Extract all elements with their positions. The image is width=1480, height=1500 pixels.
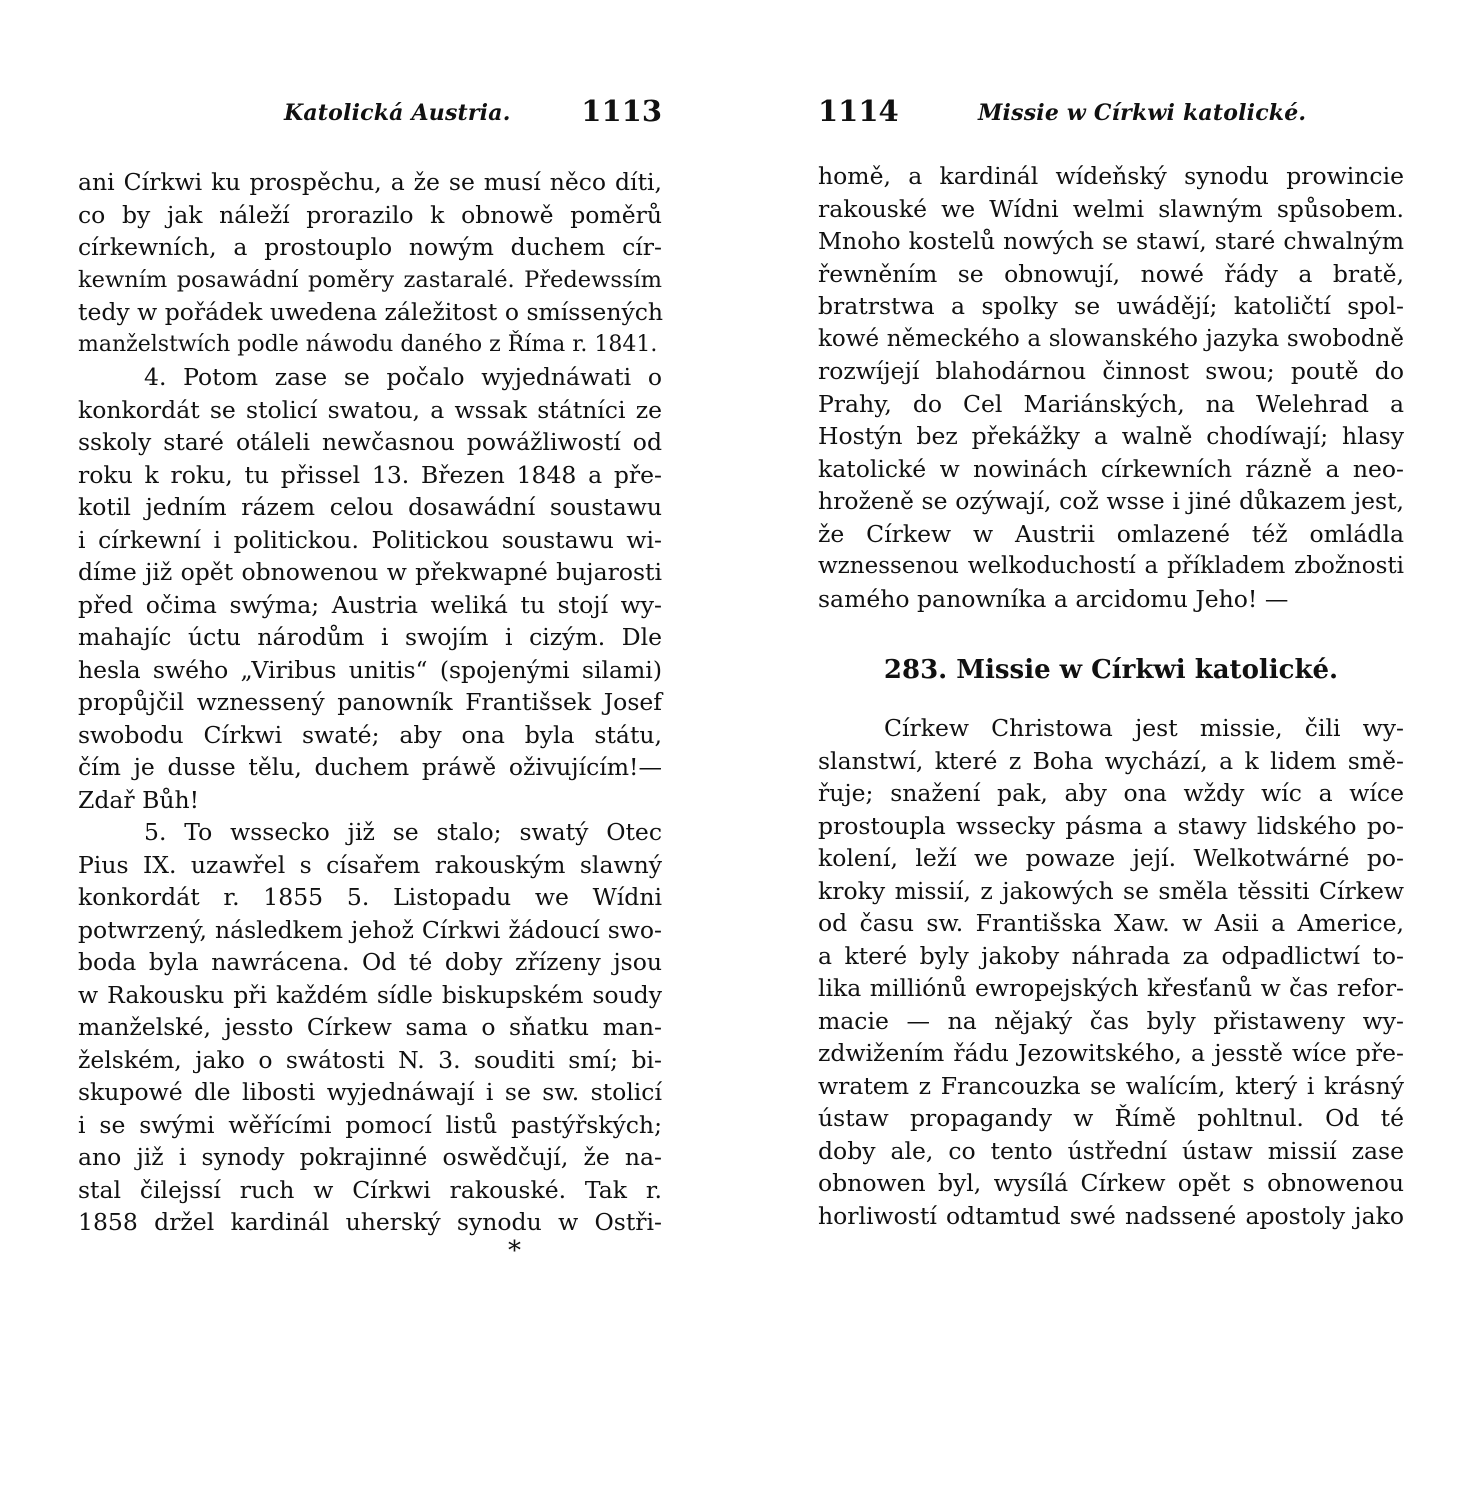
text-line: co by jak náleží prorazilo k obnowě poměrů <box>78 200 662 229</box>
text-line: Zdař Bůh! <box>78 785 200 814</box>
text-line: řuje; snažení pak, aby ona wždy wíc a wíce <box>818 779 1404 807</box>
text-line: doby ale, co tento ústřední ústaw missií zase <box>818 1136 1404 1165</box>
paragraph-start-line: Církew Christowa jest missie, čili wy- <box>884 714 1404 742</box>
text-line: řewněním se obnowují, nowé řády a bratě, <box>818 259 1404 288</box>
text-line: díme již opět obnowenou w překwapné bujarosti <box>78 558 662 586</box>
text-line: ústaw propagandy w Římě pohltnul. Od té <box>818 1104 1404 1132</box>
right-running-head <box>818 94 1404 134</box>
text-line: potwrzený, následkem jehož Církwi žádoucí swo- <box>78 915 662 944</box>
text-line: hesla swého „Viribus unitis“ (spojenými silami) <box>78 655 662 684</box>
paragraph-start-line: 5. To wssecko již se stalo; swatý Otec <box>144 818 662 846</box>
text-line: homě, a kardinál wídeňský synodu prowincie <box>818 162 1404 190</box>
text-line: že Církew w Austrii omlazené též omládla <box>818 519 1404 548</box>
text-line: obnowen byl, wysílá Církew opět s obnowenou <box>818 1169 1404 1197</box>
text-line: církewních, a prostouplo nowým duchem cír- <box>78 233 662 261</box>
text-line: mahajíc úctu národům i swojím i cizým. Dle <box>78 623 662 651</box>
right-text-block-top <box>818 160 1404 615</box>
left-running-head <box>78 94 662 134</box>
left-text-block <box>78 166 662 1239</box>
left-running-title: Katolická Austria. <box>284 100 511 126</box>
right-running-title: Missie w Církwi katolické. <box>978 100 1307 126</box>
text-line: konkordát se stolicí swatou, a wssak státníci ze <box>78 395 662 424</box>
text-line: kotil jedním rázem celou dosawádní soustawu <box>78 493 662 521</box>
text-line: lika milliónů ewropejských křesťanů w čas refor- <box>818 974 1404 1002</box>
text-line: sskoly staré otáleli newčasnou powážliwostí od <box>78 428 662 456</box>
text-line: boda byla nawrácena. Od té doby zřízeny jsou <box>78 948 662 976</box>
text-line: tedy w pořádek uwedena záležitost o smíssených <box>78 298 664 326</box>
text-line: stal čilejssí ruch w Církwi rakouské. Tak r. <box>78 1175 662 1204</box>
left-page <box>78 0 662 1500</box>
text-line: i se swými wěřícími pomocí listů pastýřských; <box>78 1110 662 1139</box>
text-line: propůjčil wznessený panowník Františsek Josef <box>78 688 662 716</box>
text-line: želském, jako o swátosti N. 3. souditi smí; bi- <box>78 1045 662 1074</box>
text-line: ani Církwi ku prospěchu, a že se musí něco díti, <box>78 168 662 196</box>
text-line: bratrstwa a spolky se uwádějí; katoličtí spol- <box>818 292 1404 320</box>
right-page-number: 1114 <box>818 94 899 128</box>
text-line: Prahy, do Cel Mariánských, na Welehrad a <box>818 389 1404 418</box>
text-line: horliwostí odtamtud swé nadssené apostoly jako <box>818 1201 1404 1230</box>
text-line: rozwíjejí blahodárnou činnost swou; poutě do <box>818 357 1404 385</box>
text-line: wratem z Francouzka se walícím, který i krásný <box>818 1071 1404 1100</box>
text-line: manželské, jessto Církew sama o sňatku man- <box>78 1013 662 1041</box>
text-line: slanstwí, které z Boha wychází, a k lidem smě- <box>818 746 1404 775</box>
text-line: swobodu Církwi swaté; aby ona byla státu, <box>78 720 662 749</box>
text-line: konkordát r. 1855 5. Listopadu we Wídni <box>78 883 662 911</box>
text-line: manželstwích podle náwodu daného z Říma r. 1841. <box>78 331 658 357</box>
text-line: skupowé dle libosti wyjednáwají i se sw. stolicí <box>78 1078 662 1106</box>
text-line: zdwižením řádu Jezowitského, a jesstě wíce pře- <box>818 1039 1404 1067</box>
text-line: i církewní i politickou. Politickou soustawu wi- <box>78 525 662 554</box>
right-text-block-body <box>818 712 1404 1232</box>
text-line: kowé německého a slowanského jazyka swobodně <box>818 325 1404 352</box>
text-line: a které byly jakoby náhrada za odpadlictwí to- <box>818 941 1404 970</box>
text-line: roku k roku, tu přissel 13. Březen 1848 a pře- <box>78 460 662 489</box>
text-line: kolení, leží we powaze její. Welkotwárné po- <box>818 844 1404 872</box>
signature-mark: * <box>508 1236 521 1266</box>
text-line: hroženě se ozýwají, což wsse i jiné důkazem jest, <box>818 487 1404 515</box>
left-page-number: 1113 <box>581 94 662 128</box>
text-line: Hostýn bez překážky a walně chodíwají; hlasy <box>818 422 1404 450</box>
text-line: rakouské we Wídni welmi slawným spůsobem. <box>818 194 1404 223</box>
text-line: Pius IX. uzawřel s císařem rakouským slawný <box>78 850 662 879</box>
text-line: samého panowníka a arcidomu Jeho! — <box>818 584 1289 613</box>
text-line: prostoupla wssecky pásma a stawy lidského po- <box>818 811 1404 840</box>
text-line: macie — na nějaký čas byly přistaweny wy- <box>818 1006 1404 1035</box>
section-heading: 283. Missie w Církwi katolické. <box>883 655 1339 685</box>
text-line: kroky missií, z jakowých se směla těssiti Církew <box>818 876 1404 905</box>
text-line: w Rakousku při každém sídle biskupském soudy <box>78 980 662 1009</box>
text-line: ano již i synody pokrajinné oswědčují, že na- <box>78 1143 662 1171</box>
text-line: čím je dusse tělu, duchem práwě oživujícím!— <box>78 753 662 781</box>
text-line: wznessenou welkoduchostí a příkladem zbožnosti <box>818 553 1404 579</box>
right-page <box>818 0 1404 1500</box>
text-line: Mnoho kostelů nowých se stawí, staré chwalným <box>818 227 1404 255</box>
text-line: katolické w nowinách církewních rázně a neo- <box>818 454 1404 483</box>
text-line: před očima swýma; Austria weliká tu stojí wy- <box>78 590 662 619</box>
text-line: kewním posawádní poměry zastaralé. Předewssím <box>78 266 662 293</box>
paragraph-start-line: 4. Potom zase se počalo wyjednáwati o <box>144 363 662 391</box>
text-line: 1858 držel kardinál uherský synodu w Ostři- <box>78 1208 662 1236</box>
text-line: od času sw. Františska Xaw. w Asii a Americe, <box>818 909 1404 937</box>
